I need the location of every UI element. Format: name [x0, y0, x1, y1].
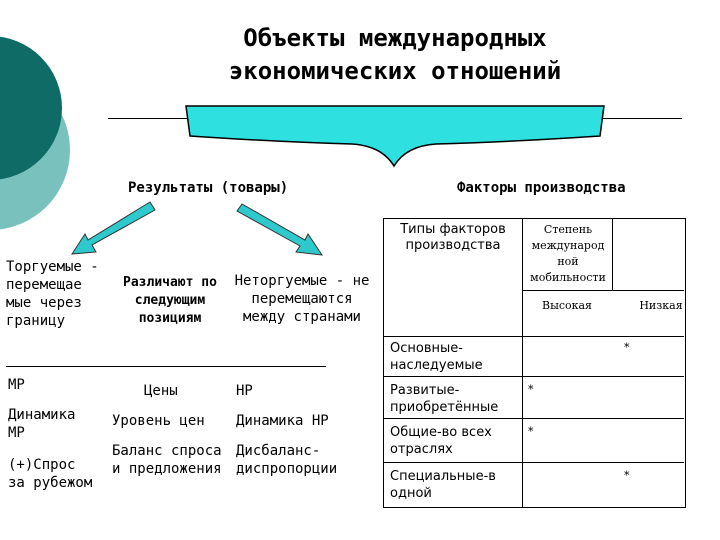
factor-row-3-name: Общие-во всех отраслях [390, 425, 492, 457]
right-rule [602, 118, 682, 119]
table-rule-3 [384, 376, 684, 377]
table-col-divider-2 [612, 218, 613, 290]
factor-row-2-high: * [528, 383, 534, 396]
table-header-mobility: Степень международ ной мобильности [530, 223, 606, 284]
factor-row-4-name: Специальные-в одной [390, 469, 496, 501]
left-arrow [72, 202, 155, 254]
left-section-rule [6, 366, 326, 367]
row2-a: Динамика МР [8, 407, 76, 441]
table-rule-1 [522, 290, 684, 291]
right-arrow [237, 204, 322, 255]
traded-goods-text: Торгуемые - перемещае мые через границу [6, 259, 99, 329]
left-rule [108, 118, 188, 119]
table-rule-2 [384, 336, 684, 337]
header-high: Высокая [542, 299, 592, 312]
header-low: Низкая [639, 299, 683, 312]
table-col-divider [522, 218, 523, 508]
factor-row-1-low: * [624, 341, 630, 354]
row3-a: (+)Спрос за рубежом [8, 457, 93, 491]
results-label: Результаты (товары) [128, 180, 289, 196]
page-title: Объекты международных экономических отношений [228, 24, 562, 85]
factors-label: Факторы производства [457, 180, 626, 196]
table-rule-4 [384, 418, 684, 419]
distinguish-text: Различают по следующим позициям [123, 275, 217, 326]
row3-b: Баланс спроса и предложения [112, 443, 222, 477]
row1-b: Цены [144, 383, 178, 399]
row2-c: Динамика НР [236, 413, 329, 429]
row3-c: Дисбаланс-диспропорции [236, 443, 338, 477]
non-traded-goods-text: Неторгуемые - не перемещаются между странами [234, 273, 370, 325]
row2-b: Уровень цен [112, 413, 205, 429]
bracket-shape [180, 100, 610, 172]
factor-row-2-name: Развитые-приобретённые [390, 383, 499, 415]
table-rule-5 [384, 462, 684, 463]
factor-row-4-low: * [624, 469, 630, 482]
row1-a: МР [8, 377, 25, 393]
table-header-types: Типы факторов производства [400, 222, 506, 253]
row1-c: НР [236, 383, 253, 399]
factor-row-3-high: * [528, 425, 534, 438]
factor-row-1-name: Основные-наследуемые [390, 341, 483, 373]
